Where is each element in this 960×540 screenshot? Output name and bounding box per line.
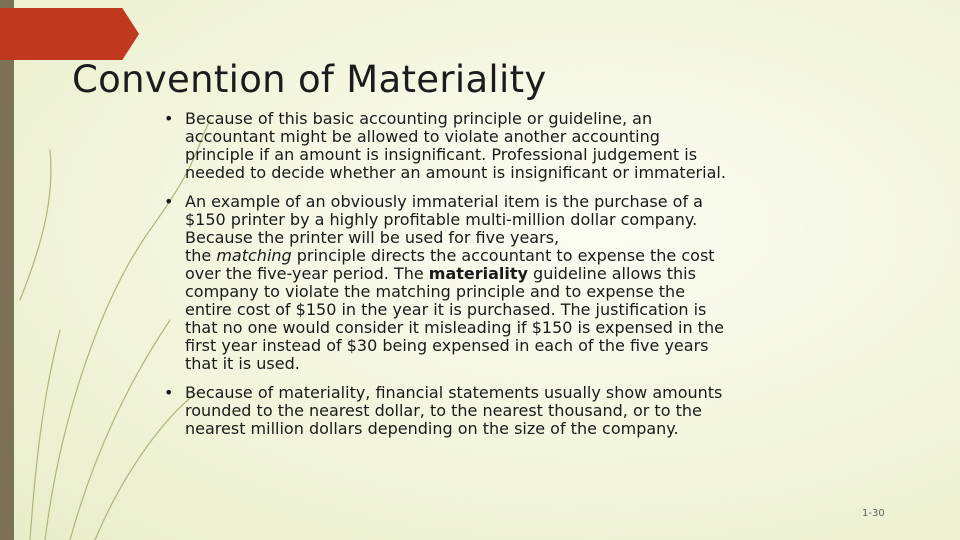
text-fragment: the — [185, 246, 217, 265]
text-line: first year instead of $30 being expensed in each of the five years — [185, 336, 709, 355]
text-line: needed to decide whether an amount is insignificant or immaterial. — [185, 163, 726, 182]
bullet-dot-icon: • — [164, 192, 174, 211]
text-line: rounded to the nearest dollar, to the nearest thousand, or to the — [185, 401, 702, 420]
grass-blade — [20, 150, 51, 300]
page-number: 1-30 — [862, 508, 885, 519]
text-line: principle if an amount is insignificant. Professional judgement is — [185, 145, 698, 164]
grass-blade — [30, 330, 60, 540]
list-item — [164, 110, 804, 182]
list-item — [164, 193, 804, 373]
bullet-list — [164, 110, 804, 449]
text-line: entire cost of $150 in the year it is purchased. The justification is — [185, 300, 707, 319]
bullet-dot-icon: • — [164, 383, 174, 402]
text-line: that no one would consider it misleading if $150 is expensed in the — [185, 318, 724, 337]
text-fragment: over the five-year period. The — [185, 264, 429, 283]
list-item — [164, 384, 804, 438]
page-title: Convention of Materiality — [72, 58, 547, 101]
text-fragment: guideline allows this — [527, 264, 696, 283]
text-line — [185, 265, 804, 283]
text-line: Because of this basic accounting principle or guideline, an — [185, 109, 653, 128]
text-line: that it is used. — [185, 354, 300, 373]
bullet-dot-icon: • — [164, 109, 174, 128]
text-line: company to violate the matching principle and to expense the — [185, 282, 686, 301]
text-line: nearest million dollars depending on the size of the company. — [185, 419, 679, 438]
text-line: accountant might be allowed to violate another accounting — [185, 127, 660, 146]
text-line: Because the printer will be used for five years, — [185, 228, 560, 247]
text-line — [185, 247, 804, 265]
text-line: $150 printer by a highly profitable multi-million dollar company. — [185, 210, 698, 229]
emphasis-matching: matching — [216, 246, 292, 265]
grass-blade — [70, 320, 170, 540]
text-line: Because of materiality, financial statements usually show amounts — [185, 383, 723, 402]
bold-materiality: materiality — [428, 264, 528, 283]
text-fragment: principle directs the accountant to expense the cost — [291, 246, 715, 265]
text-line: An example of an obviously immaterial item is the purchase of a — [185, 192, 703, 211]
